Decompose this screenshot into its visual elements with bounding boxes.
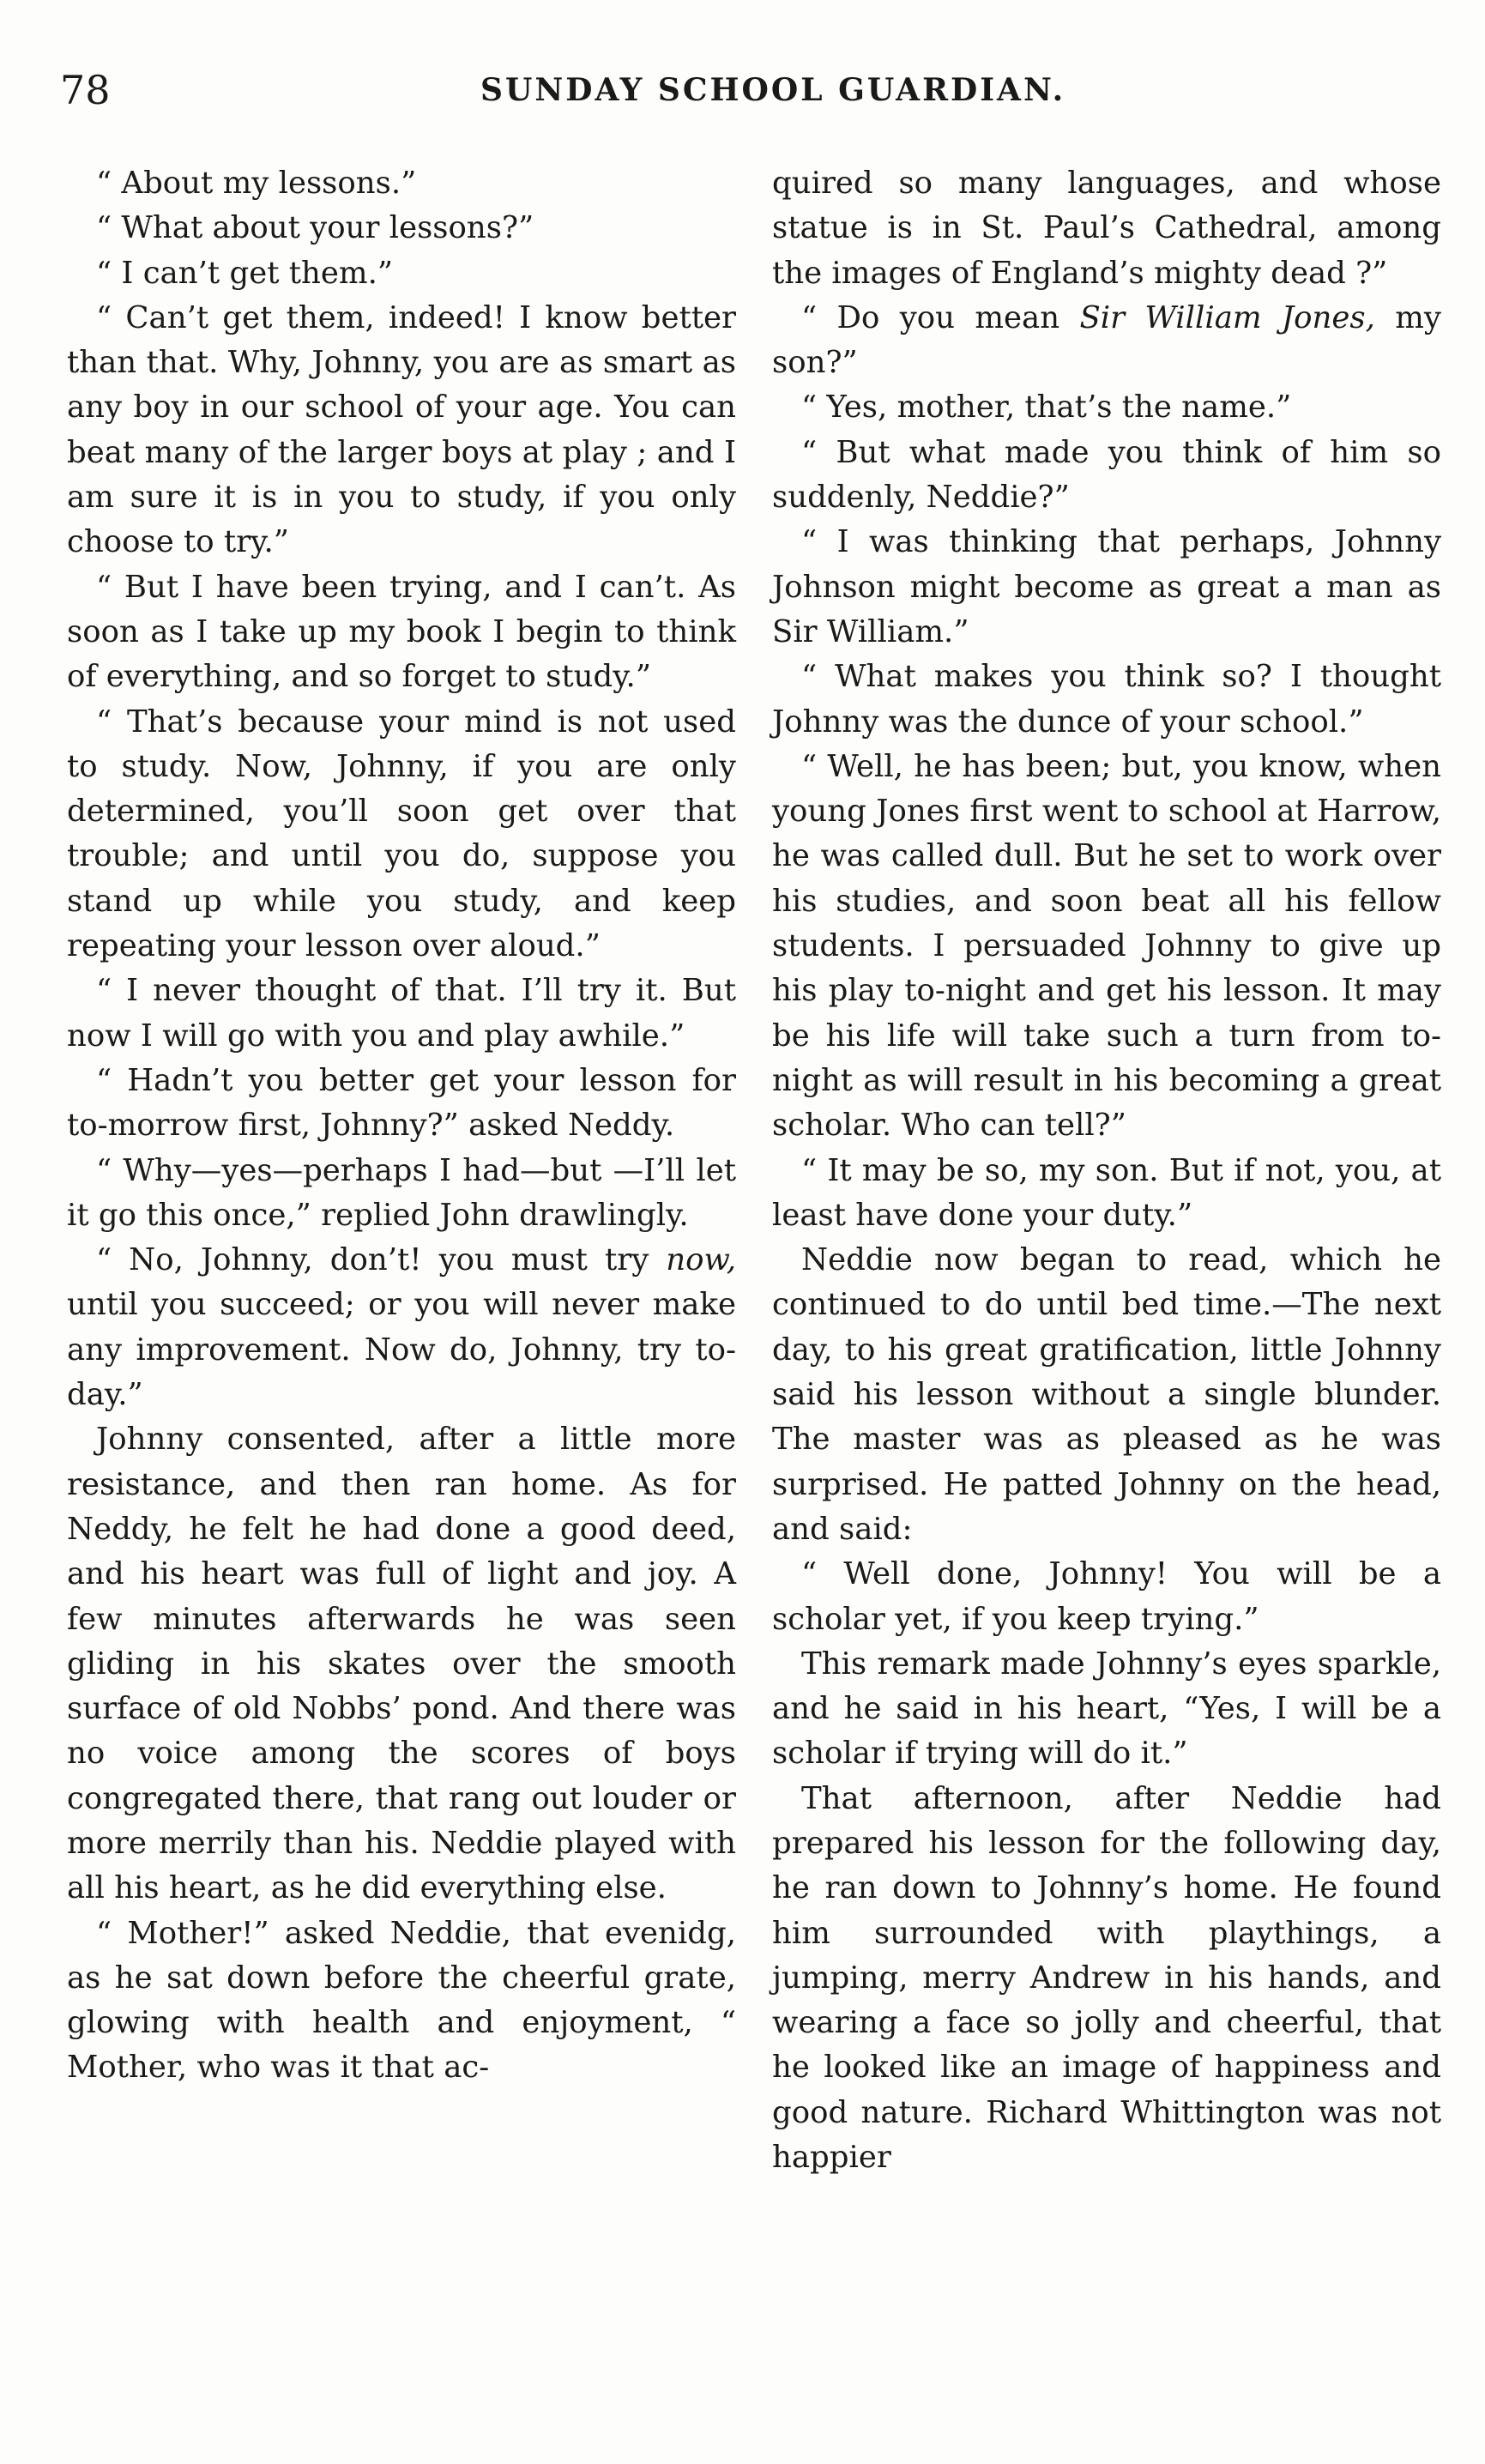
running-title: SUNDAY SCHOOL GUARDIAN.: [480, 72, 1066, 108]
paragraph: That afternoon, after Neddie had prepared his lesson for the following day, he ran down to Johnny’s home. He found him surrounded with playthings, a jumping, merry Andrew in his hands, and wearing a face so jolly and cheerful, that he looked like an image of happiness and good nature. Richard Whittington was not happier: [772, 1780, 1441, 2176]
paragraph: “ Yes, mother, that’s the name.”: [801, 390, 1292, 426]
paragraph: “ Mother!” asked Neddie, that evenidg, as he sat down before the cheerful grate, glowing with health and enjoyment, “ Mother, who was it that ac-: [67, 1915, 736, 2086]
paragraph: “ What about your lessons?”: [96, 210, 534, 246]
right-column: [772, 161, 1441, 2180]
paragraph-continued: quired so many languages, and whose statue is in St. Paul’s Cathedral, among the images of England’s mighty dead ?”: [772, 166, 1441, 291]
text-run: my son?”: [772, 299, 1441, 381]
page-number: 78: [60, 67, 111, 113]
paragraph: “ But what made you think of him so suddenly, Neddie?”: [772, 434, 1441, 516]
paragraph: “ Well, he has been; but, you know, when young Jones first went to school at Harrow, he was called dull. But he set to work over his studies, and soon beat all his fellow students. I persuaded Johnny to give up his play to-night and get his lesson. It may be his life will take such a turn from to-night as will result in his becoming a great scholar. Who can tell?”: [772, 748, 1441, 1144]
emphasis: Sir William Jones,: [1079, 299, 1375, 335]
paragraph: Johnny consented, after a little more resistance, and then ran home. As for Neddy, he felt he had done a good deed, and his heart was full of light and joy. A few minutes afterwards he was seen gliding in his skates over the smooth surface of old Nobbs’ pond. And there was no voice among the scores of boys congregated there, that rang out louder or more merrily than his. Neddie played with all his heart, as he did everything else.: [67, 1422, 736, 1906]
paragraph: “ Well done, Johnny! You will be a scholar yet, if you keep trying.”: [772, 1556, 1441, 1637]
paragraph: This remark made Johnny’s eyes sparkle, and he said in his heart, “Yes, I will be a scholar if trying will do it.”: [772, 1646, 1441, 1772]
emphasis: now,: [666, 1242, 736, 1278]
paragraph: Neddie now began to read, which he continued to do until bed time.—The next day, to his great gratification, little Johnny said his lesson without a single blunder. The master was as pleased as he was surprised. He patted Johnny on the head, and said:: [772, 1242, 1441, 1547]
text-run: “ No, Johnny, don’t! you must try: [96, 1242, 667, 1278]
paragraph: “ I was thinking that perhaps, Johnny Johnson might become as great a man as Sir William.”: [772, 524, 1441, 649]
paragraph: “ Hadn’t you better get your lesson for to-morrow first, Johnny?” asked Neddy.: [67, 1062, 736, 1144]
paragraph: “ It may be so, my son. But if not, you, at least have done your duty.”: [772, 1152, 1441, 1233]
paragraph: “ Can’t get them, indeed! I know better than that. Why, Johnny, you are as smart as any boy in our school of your age. You can beat many of the larger boys at play ; and I am sure it is in you to study, if you only choose to try.”: [67, 299, 736, 560]
text-run: until you succeed; or you will never make any improvement. Now do, Johnny, try to-day.”: [67, 1287, 736, 1413]
paragraph: “ About my lessons.”: [96, 166, 417, 201]
page-header: [60, 67, 1433, 127]
paragraph: [67, 1238, 736, 1417]
paragraph: “ What makes you think so? I thought Johnny was the dunce of your school.”: [772, 659, 1441, 740]
paragraph: “ Why—yes—perhaps I had—but —I’ll let it go this once,” replied John drawlingly.: [67, 1152, 736, 1233]
paragraph: “ That’s because your mind is not used to study. Now, Johnny, if you are only determined, you’ll soon get over that trouble; and until you do, suppose you stand up while you study, and keep repeating your lesson over aloud.”: [67, 704, 736, 964]
paragraph: “ I can’t get them.”: [96, 255, 394, 291]
left-column: [67, 161, 736, 2091]
paragraph: “ But I have been trying, and I can’t. As soon as I take up my book I begin to think of everything, and so forget to study.”: [67, 569, 736, 695]
text-run: “ Do you mean: [801, 299, 1080, 335]
paragraph: [772, 296, 1441, 386]
paragraph: “ I never thought of that. I’ll try it. But now I will go with you and play awhile.”: [67, 973, 736, 1054]
